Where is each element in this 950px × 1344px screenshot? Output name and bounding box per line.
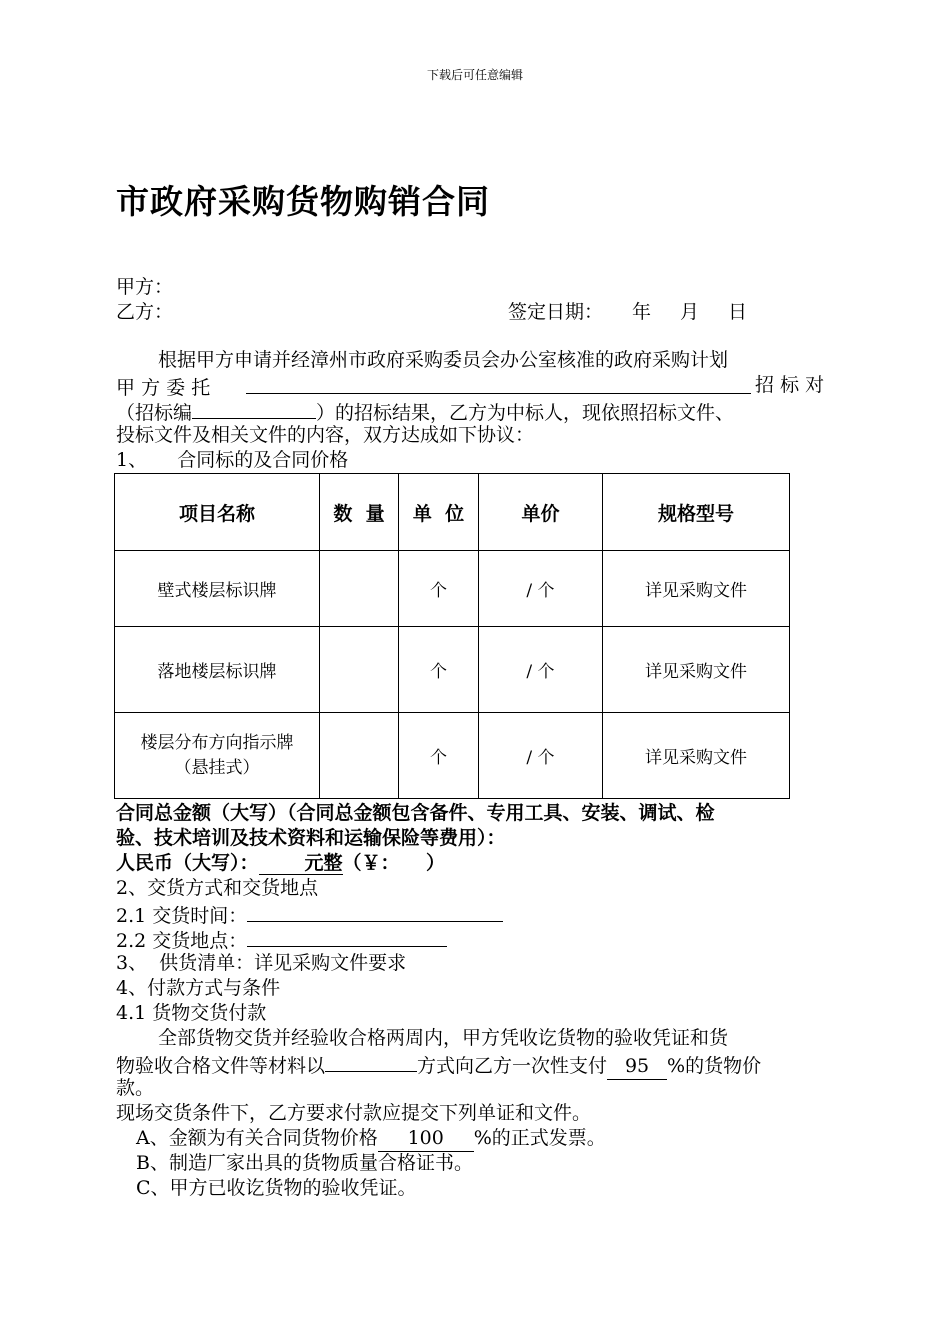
intro-char: 托	[191, 377, 211, 399]
delivery-place-blank[interactable]	[247, 926, 447, 947]
document-item-c: C、甲方已收讫货物的验收凭证。	[136, 1177, 417, 1199]
delivery-time-line	[116, 901, 503, 929]
cell-unit: 个	[399, 551, 479, 627]
cell-unit: 个	[399, 713, 479, 799]
delivery-place-label: 2.2 交货地点：	[116, 930, 248, 952]
payment-line-2-prefix: 物验收合格文件等材料以	[116, 1055, 326, 1077]
table-row	[115, 551, 790, 627]
total-amount-line-1: 合同总金额（大写）（合同总金额包含备件、专用工具、安装、调试、检	[116, 802, 715, 824]
payment-line-4: 现场交货条件下，乙方要求付款应提交下列单证和文件。	[116, 1102, 592, 1124]
section-2-heading: 2、交货方式和交货地点	[116, 877, 319, 899]
table-row	[115, 713, 790, 799]
intro-line-3-prefix: （招标编	[116, 402, 193, 424]
cell-price: / 个	[479, 627, 603, 713]
cell-unit: 个	[399, 627, 479, 713]
intro-line-4: 投标文件及相关文件的内容，双方达成如下协议：	[116, 424, 535, 446]
intro-line-3	[116, 398, 734, 426]
invoice-percent[interactable]: 100	[378, 1126, 474, 1152]
intro-char: 方	[141, 377, 161, 399]
delivery-time-label: 2.1 交货时间：	[116, 905, 248, 927]
cell-price: / 个	[479, 713, 603, 799]
payment-line-2-middle: 方式向乙方一次性支付	[417, 1055, 608, 1077]
header-note: 下载后可任意编辑	[426, 68, 523, 82]
col-header-qty: 数 量	[320, 474, 399, 551]
total-amount-line-2: 验、技术培训及技术资料和运输保险等费用）：	[116, 827, 506, 849]
cell-name: 壁式楼层标识牌	[115, 551, 320, 627]
cell-qty	[320, 551, 399, 627]
payment-method-blank[interactable]	[325, 1051, 417, 1072]
section-4-1-heading: 4.1 货物交货付款	[116, 1002, 267, 1024]
rmb-amount-blank[interactable]	[259, 852, 343, 875]
items-table	[114, 473, 790, 799]
payment-line-1: 全部货物交货并经验收合格两周内，甲方凭收讫货物的验收凭证和货	[158, 1027, 729, 1049]
bid-object-blank[interactable]	[246, 373, 751, 394]
table-header-row	[115, 474, 790, 551]
rmb-label: 人民币（大写）：	[116, 852, 259, 874]
intro-line-3-suffix: ）的招标结果，乙方为中标人，现依照招标文件、	[316, 402, 735, 424]
sign-date-label: 签定日期：	[508, 301, 604, 323]
col-header-spec: 规格型号	[603, 474, 790, 551]
intro-char: 招	[755, 374, 775, 396]
cell-qty	[320, 713, 399, 799]
cell-price: / 个	[479, 551, 603, 627]
intro-char: 委	[166, 377, 186, 399]
sign-date-month: 月	[680, 301, 700, 323]
col-header-name: 项目名称	[115, 474, 320, 551]
cell-name	[115, 713, 320, 799]
section-4-heading: 4、付款方式与条件	[116, 977, 281, 999]
section-3-heading: 3、 供货清单：详见采购文件要求	[116, 952, 407, 974]
intro-char: 标	[780, 374, 800, 396]
cell-name-line-1: 楼层分布方向指示牌	[140, 732, 294, 753]
bid-number-blank[interactable]	[192, 398, 316, 419]
col-header-unit: 单 位	[399, 474, 479, 551]
intro-char: 甲	[116, 377, 136, 399]
col-header-price: 单价	[479, 474, 603, 551]
payment-line-3: 款。	[116, 1077, 155, 1099]
cell-spec: 详见采购文件	[603, 627, 790, 713]
cell-qty	[320, 627, 399, 713]
document-item-a	[136, 1126, 606, 1152]
sign-date-year: 年	[632, 301, 652, 323]
document-title: 市政府采购货物购销合同	[116, 182, 490, 221]
cell-name-line-2: （悬挂式）	[174, 757, 260, 778]
delivery-time-blank[interactable]	[247, 901, 503, 922]
cell-spec: 详见采购文件	[603, 551, 790, 627]
payment-percent[interactable]: 95	[607, 1054, 667, 1080]
cell-spec: 详见采购文件	[603, 713, 790, 799]
table-row	[115, 627, 790, 713]
section-1-heading: 1、 合同标的及合同价格	[116, 449, 349, 471]
payment-line-2	[116, 1051, 761, 1080]
intro-line-2	[116, 373, 833, 401]
intro-char: 对	[805, 374, 825, 396]
item-a-prefix: A、金额为有关合同货物价格	[136, 1127, 378, 1149]
rmb-unit: 元整	[304, 852, 343, 874]
rmb-amount-line	[116, 851, 445, 876]
delivery-place-line	[116, 926, 447, 954]
party-a-label: 甲方：	[116, 276, 174, 298]
rmb-figure: （￥： ）	[342, 852, 445, 874]
intro-line-1: 根据甲方申请并经漳州市政府采购委员会办公室核准的政府采购计划	[158, 349, 729, 371]
sign-date-day: 日	[728, 301, 748, 323]
payment-line-2-suffix: %的货物价	[667, 1055, 762, 1077]
cell-name: 落地楼层标识牌	[115, 627, 320, 713]
document-item-b: B、制造厂家出具的货物质量合格证书。	[136, 1152, 473, 1174]
party-b-label: 乙方：	[116, 301, 174, 323]
item-a-suffix: %的正式发票。	[473, 1127, 606, 1149]
